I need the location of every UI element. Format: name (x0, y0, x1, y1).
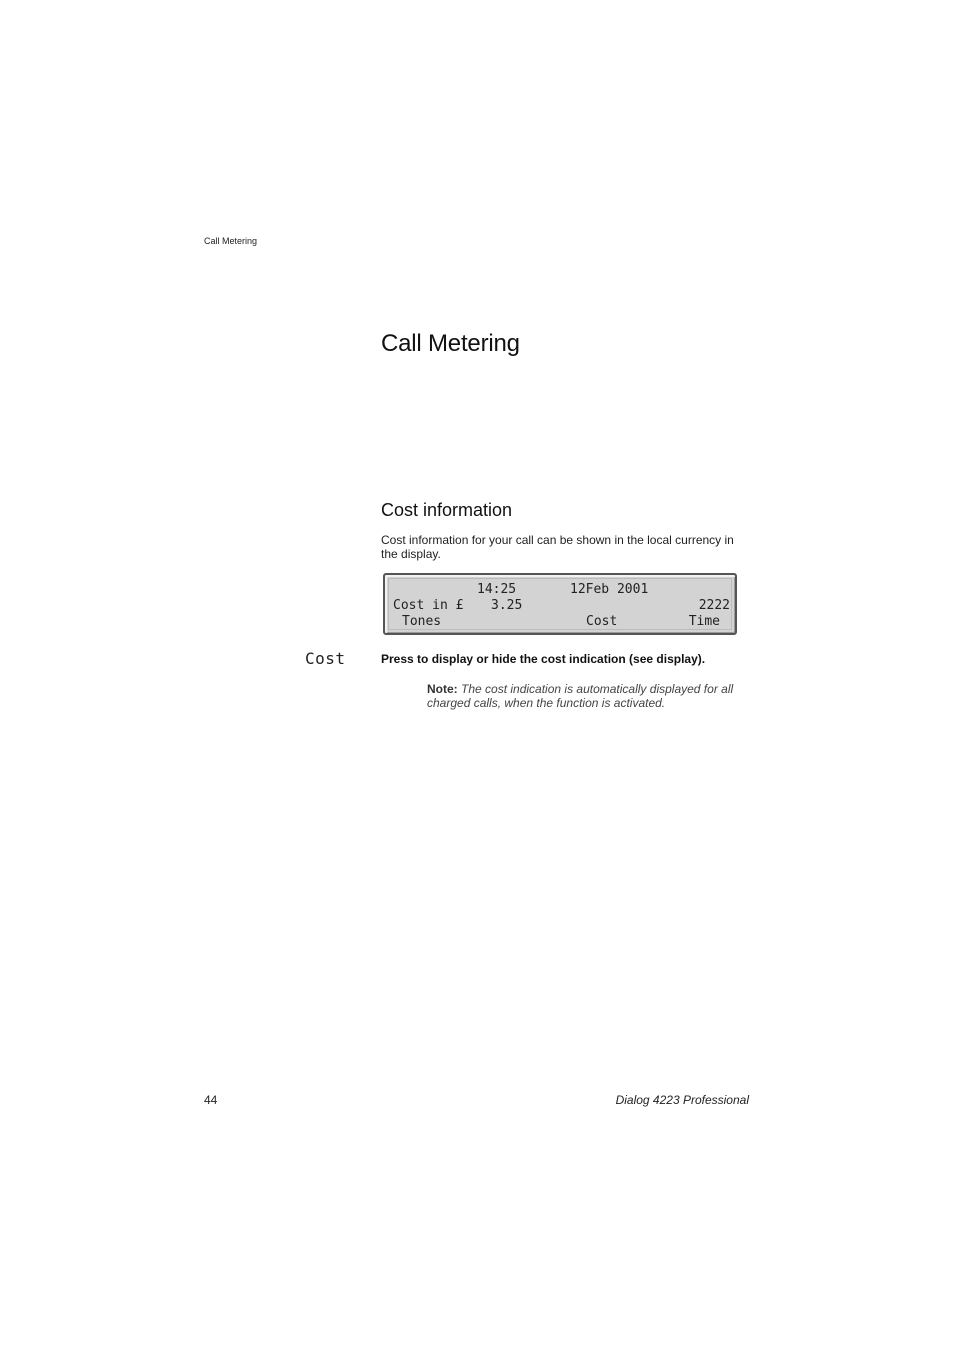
section-title: Cost information (381, 500, 513, 520)
section-body: Cost information for your call can be shown in the local currency in the display. (381, 533, 734, 561)
note-text: The cost indication is automatically displayed for all charged calls, when the function is activated. (427, 682, 734, 710)
display-time: 14:25 (477, 582, 517, 597)
instruction-text: Press to display or hide the cost indication (see display). (381, 652, 706, 666)
display-extension: 2222 (698, 598, 730, 613)
note-label: Note: (427, 682, 458, 696)
softkey-cost[interactable]: Cost (586, 614, 618, 629)
running-head: Call Metering (204, 236, 258, 246)
display-date: 12Feb 2001 (570, 582, 649, 597)
chapter-title: Call Metering (381, 330, 520, 357)
phone-display (383, 573, 737, 635)
softkey-time[interactable]: Time (688, 614, 720, 629)
note (427, 682, 757, 710)
footer-product-name: Dialog 4223 Professional (615, 1093, 749, 1107)
page-number: 44 (204, 1093, 218, 1107)
display-cost-value: 3.25 (491, 598, 523, 613)
display-cost-label: Cost in £ (393, 598, 464, 613)
cost-key-label[interactable]: Cost (305, 649, 346, 668)
softkey-tones[interactable]: Tones (402, 614, 442, 629)
